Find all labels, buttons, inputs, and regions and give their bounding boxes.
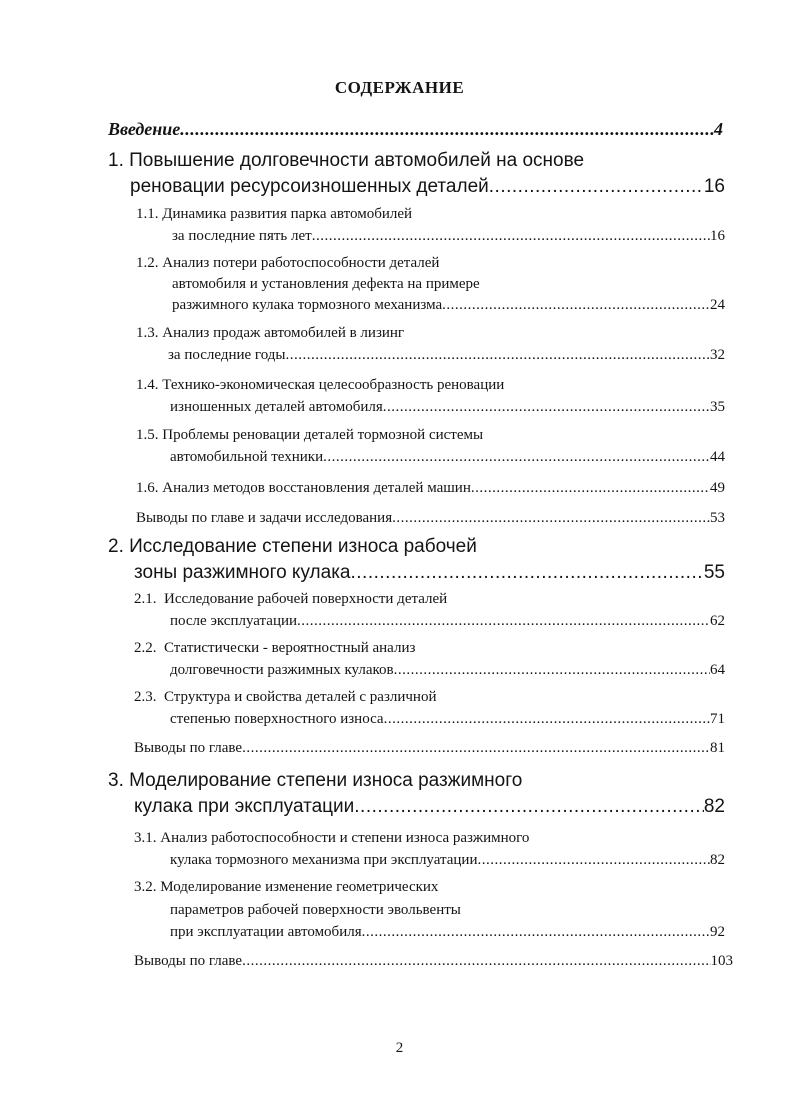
- leader-dots: [478, 853, 711, 868]
- chapter-3-title-line2: кулака при эксплуатации ..... 82: [134, 797, 725, 816]
- chapter-3-conclusion: Выводы по главе ..... 103: [134, 954, 733, 969]
- section-2-3-page: 71: [710, 712, 725, 727]
- chapter-2-title-line2: зоны разжимного кулака ..... 55: [134, 563, 725, 582]
- section-1-5-line2: автомобильной техники ..... 44: [170, 450, 725, 465]
- section-3-1-line1: 3.1. Анализ работоспособности и степени износа разжимного: [134, 830, 530, 846]
- page-title: СОДЕРЖАНИЕ: [334, 78, 465, 97]
- section-1-5-line1: 1.5. Проблемы реновации деталей тормозной системы: [136, 427, 484, 443]
- section-1-2-page: 24: [710, 298, 725, 313]
- section-2-1-line1: 2.1. Исследование рабочей поверхности деталей: [134, 591, 448, 607]
- section-2-1-line2: после эксплуатации ..... 62: [170, 614, 725, 629]
- leader-dots: [354, 797, 704, 816]
- section-1-6: 1.6. Анализ методов восстановления деталей машин ..... 49: [136, 481, 725, 496]
- leader-dots: [180, 120, 714, 138]
- intro-page: 4: [714, 120, 723, 138]
- section-1-2-line2: автомобиля и установления дефекта на примере: [172, 276, 480, 292]
- chapter-1-title-line2: реновации ресурсоизношенных деталей ..... 16: [130, 177, 725, 196]
- chapter-3-title-line1: [108, 771, 522, 790]
- chapter-1-title: Повышение долговечности автомобилей на основе: [129, 150, 585, 171]
- chapter-3-conclusion-page: 103: [710, 954, 733, 969]
- section-2-3-line2: степенью поверхностного износа ..... 71: [170, 712, 725, 727]
- page-number: 2: [395, 1040, 404, 1056]
- section-1-3-line1: 1.3. Анализ продаж автомобилей в лизинг: [136, 325, 405, 341]
- leader-dots: [297, 614, 710, 629]
- section-2-2-line2: долговечности разжимных кулаков ..... 64: [170, 663, 725, 678]
- section-1-4-page: 35: [710, 400, 725, 415]
- chapter-2-conclusion: Выводы по главе ..... 81: [134, 741, 725, 756]
- section-2-2-line1: 2.2. Статистически - вероятностный анализ: [134, 640, 416, 656]
- chapter-3-title: Моделирование степени износа разжимного: [129, 770, 523, 791]
- chapter-2-title-line1: [108, 537, 477, 556]
- leader-dots: [242, 741, 710, 756]
- chapter-2-conclusion-page: 81: [710, 741, 725, 756]
- leader-dots: [442, 298, 710, 313]
- toc-entry-introduction: [108, 120, 723, 138]
- section-3-2-line2: параметров рабочей поверхности эвольвенты: [170, 902, 461, 918]
- leader-dots: [312, 229, 710, 244]
- leader-dots: [383, 400, 710, 415]
- leader-dots: [489, 177, 704, 196]
- leader-dots: [362, 925, 710, 940]
- section-1-2-line1: 1.2. Анализ потери работоспособности деталей: [136, 255, 440, 271]
- chapter-1-title-line1: [108, 151, 584, 170]
- section-1-3-page: 32: [710, 348, 725, 363]
- chapter-3-page: 82: [703, 797, 725, 816]
- chapter-3-number: 3.: [108, 770, 124, 791]
- section-1-5-page: 44: [710, 450, 725, 465]
- leader-dots: [392, 511, 710, 526]
- leader-dots: [384, 712, 710, 727]
- section-3-2-line1: 3.2. Моделирование изменение геометрических: [134, 879, 439, 895]
- section-1-1-line2: за последние пять лет ..... 16: [172, 229, 725, 244]
- chapter-1-page: 16: [703, 177, 725, 196]
- chapter-2-title: Исследование степени износа рабочей: [129, 536, 477, 557]
- leader-dots: [351, 563, 704, 582]
- section-1-3-line2: за последние годы ..... 32: [168, 348, 725, 363]
- chapter-2-page: 55: [703, 563, 725, 582]
- intro-label: Введение: [108, 120, 181, 138]
- section-1-1-page: 16: [710, 229, 725, 244]
- leader-dots: [286, 348, 711, 363]
- section-3-2-page: 92: [710, 925, 725, 940]
- section-1-1-line1: 1.1. Динамика развития парка автомобилей: [136, 206, 413, 222]
- section-1-2-line3: разжимного кулака тормозного механизма ..... 24: [172, 298, 725, 313]
- chapter-1-conclusion-page: 53: [710, 511, 725, 526]
- chapter-1-conclusion: Выводы по главе и задачи исследования ..... 53: [136, 511, 725, 526]
- leader-dots: [242, 954, 710, 969]
- section-2-2-page: 64: [710, 663, 725, 678]
- leader-dots: [471, 481, 710, 496]
- leader-dots: [394, 663, 710, 678]
- section-3-1-page: 82: [710, 853, 725, 868]
- section-1-4-line1: 1.4. Технико-экономическая целесообразность реновации: [136, 377, 505, 393]
- section-3-2-line3: при эксплуатации автомобиля ..... 92: [170, 925, 725, 940]
- section-3-1-line2: кулака тормозного механизма при эксплуатации ..... 82: [170, 853, 725, 868]
- chapter-2-number: 2.: [108, 536, 124, 557]
- chapter-1-number: 1.: [108, 150, 124, 171]
- leader-dots: [323, 450, 710, 465]
- section-2-3-line1: 2.3. Структура и свойства деталей с различной: [134, 689, 437, 705]
- section-2-1-page: 62: [710, 614, 725, 629]
- section-1-4-line2: изношенных деталей автомобиля ..... 35: [170, 400, 725, 415]
- section-1-6-page: 49: [710, 481, 725, 496]
